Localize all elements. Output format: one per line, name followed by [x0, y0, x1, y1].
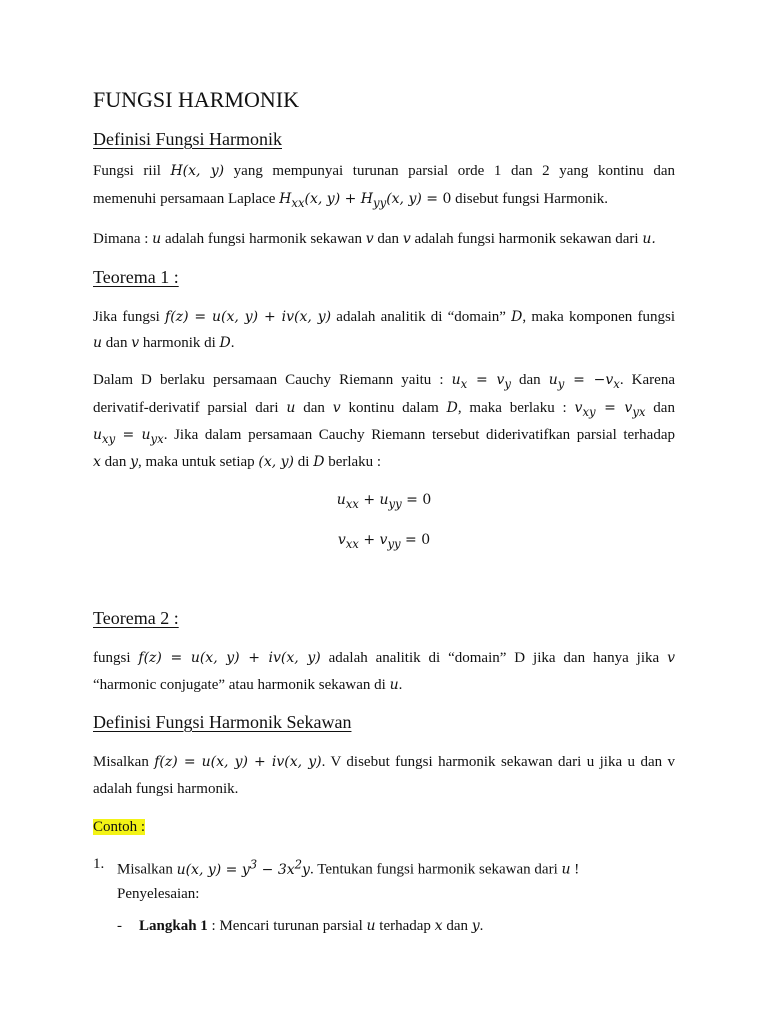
paragraph-teorema1-line1: Jika fungsi f(z) = u(x, y) + iv(x, y) adalah analitik di “domain” D, maka komponen fungsi — [93, 309, 675, 325]
equation-u-laplace: $u_{xx} + u_{yy} = 0$ — [336, 492, 432, 511]
paragraph-cauchy-line2: derivatif-derivatif parsial dari u dan v kontinu dalam D, maka berlaku : $v_{xy} = v_{yx}$ dan — [93, 400, 675, 419]
list-dash: - — [117, 918, 122, 934]
equation-v-laplace: $v_{xx} + v_{yy} = 0$ — [337, 532, 431, 551]
paragraph-dimana: Dimana : u adalah fungsi harmonik sekawan v dan v adalah fungsi harmonik sekawan dari u. — [93, 231, 656, 247]
paragraph-teorema2-line1: fungsi f(z) = u(x, y) + iv(x, y) adalah analitik di “domain” D jika dan hanya jika v — [93, 650, 675, 666]
paragraph-definition-line1: Fungsi riil H(x, y) yang mempunyai turunan parsial orde 1 dan 2 yang kontinu dan — [93, 163, 675, 179]
penyelesaian-label: Penyelesaian: — [117, 886, 200, 902]
page-title: FUNGSI HARMONIK — [93, 87, 299, 112]
paragraph-definition-line2: memenuhi persamaan Laplace $H_{xx}(x$, $y) + H_{yy}(x$, y) = 0 disebut fungsi Harmonik. — [93, 191, 609, 210]
paragraph-sekawan-line2: adalah fungsi harmonik. — [93, 781, 239, 797]
heading-sekawan: Definisi Fungsi Harmonik Sekawan — [93, 712, 352, 732]
heading-teorema-1: Teorema 1 : — [93, 267, 179, 287]
contoh-highlight: Contoh : — [93, 819, 146, 835]
list-number: 1. — [93, 856, 105, 872]
paragraph-cauchy-line4: x dan y, maka untuk setiap (x, y) di D berlaku : — [93, 454, 382, 470]
paragraph-cauchy-line1: Dalam D berlaku persamaan Cauchy Riemann yaitu : $u_x = v_y$ dan $u_y = -v_x$. Karena — [93, 372, 675, 391]
paragraph-teorema1-line2: u dan v harmonik di D. — [93, 335, 235, 351]
document-page: FUNGSI HARMONIK Definisi Fungsi Harmonik Fungsi riil H(x, y) yang mempunyai turunan parsial orde 1 dan 2 yang kontinu dan memenuhi persamaan Laplace $H_{xx}(x$, $y) + H_{yy}(x$, y) = 0 disebut fungsi Harmonik. Dimana : u adalah fungsi harmonik sekawan v dan v adalah fungsi harmonik sekawan dari u. Teorema 1 : Jika fungsi f(z) = u(x, y) + iv(x, y) adalah analitik di “domain” D, maka komponen fungsi u dan v harmonik di D. Dalam D berlaku persamaan Cauchy Riemann yaitu : $u_x = v_y$ dan $u_y = -v_x$. Karena derivatif-derivatif parsial dari u dan v kontinu dalam D, maka berlaku : $v_{xy} = v_{yx}$ dan $u_{xy} = u_{yx}$. Jika dalam persamaan Cauchy Riemann tersebut diderivatifkan parsial terhadap x dan y, maka untuk setiap (x, y) di D berlaku : $u_{xx} + u_{yy} = 0$ $v_{xx} + v_{yy} = 0$ Teorema 2 : fungsi f(z) = u(x, y) + iv(x, y) adalah analitik di “domain” D jika dan hanya jika v “harmonic conjugate” atau harmonik sekawan di u. Definisi Fungsi Harmonik Sekawan Misalkan f(z) = u(x, y) + iv(x, y). V disebut fungsi harmonik sekawan dari u jika u dan v adalah fungsi harmonik. Contoh : 1. Misalkan u(x, $y) = y^3 - 3x^2y$. Tentukan fungsi harmonik sekawan dari u ! Penyelesaian: - Langkah 1 : Mencari turunan parsial u terhadap x dan y. — [0, 0, 768, 1024]
paragraph-sekawan-line1: Misalkan f(z) = u(x, y) + iv(x, y). V disebut fungsi harmonik sekawan dari u jika u dan v — [93, 754, 675, 770]
heading-definisi: Definisi Fungsi Harmonik — [93, 129, 282, 149]
paragraph-cauchy-line3: $u_{xy} = u_{yx}$. Jika dalam persamaan Cauchy Riemann tersebut diderivatifkan parsial terhadap — [93, 427, 675, 446]
contoh-label — [93, 813, 675, 841]
heading-teorema-2: Teorema 2 : — [93, 608, 179, 628]
paragraph-teorema2-line2: “harmonic conjugate” atau harmonik sekawan di u. — [93, 677, 403, 693]
